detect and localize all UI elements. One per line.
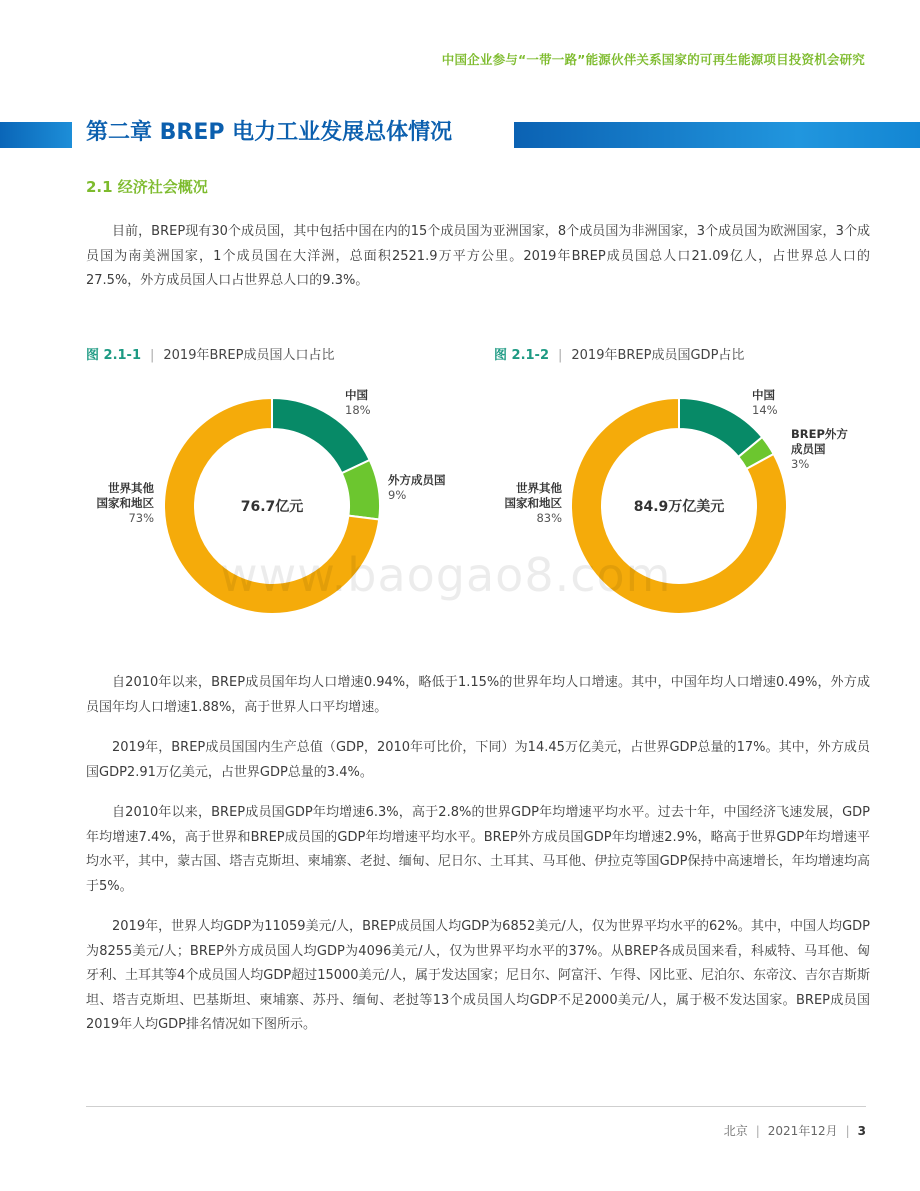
figure-1-title: 2019年BREP成员国人口占比 [163, 348, 335, 363]
chart-2-china-name: 中国 [752, 388, 775, 402]
chart-2-label-other [492, 481, 562, 526]
paragraph-1: 目前，BREP现有30个成员国，其中包括中国在内的15个成员国为亚洲国家，8个成员国为非洲国家，3个成员国为欧洲国家，3个成员国为南美洲国家，1个成员国在大洋洲，总面积2521.9万平方公里。2019年BREP成员国总人口21.09亿人，占世界总人口的27.5%，外方成员国人口占世界总人口的9.3%。 [86, 224, 870, 288]
chart-2-other-name-2: 国家和地区 [504, 496, 562, 510]
chart-1-other-pct: 73% [128, 511, 154, 525]
paragraph-3: 2019年，BREP成员国国内生产总值（GDP，2010年可比价，下同）为14.45万亿美元，占世界GDP总量的17%。其中，外方成员国GDP2.91万亿美元，占世界GDP总量的3.4%。 [86, 740, 870, 780]
chart-1-china-name: 中国 [345, 388, 368, 402]
header-title: 中国企业参与“一带一路”能源伙伴关系国家的可再生能源项目投资机会研究 [441, 52, 865, 67]
chart-1-center-label: 76.7亿元 [240, 499, 304, 515]
chapter-band [0, 118, 920, 148]
figure-1-caption: 图 2.1-1 | 2019年BREP成员国人口占比 [86, 348, 335, 363]
chart-1-other-name-2: 国家和地区 [96, 496, 154, 510]
footer-city: 北京 [723, 1124, 748, 1138]
chapter-title: 第二章 BREP 电力工业发展总体情况 [86, 120, 453, 145]
paragraph-4: 自2010年以来，BREP成员国GDP年均增速6.3%，高于2.8%的世界GDP年均增速平均水平。过去十年，中国经济飞速发展，GDP年均增速7.4%，高于世界和BREP成员国的GDP年均增速平均水平。BREP外方成员国GDP年均增速2.9%，略高于世界GDP年均增速平均水平，其中，蒙古国、塔吉克斯坦、柬埔寨、老挝、缅甸、尼日尔、土耳其、马耳他、伊拉克等国GDP保持中高速增长，年均增速均高于5%。 [86, 805, 870, 894]
band-left-decoration [0, 122, 72, 148]
chart-2-china-pct: 14% [752, 403, 778, 417]
chart-1-label-other [84, 481, 154, 526]
paragraph-5: 2019年，世界人均GDP为11059美元/人，BREP成员国人均GDP为6852美元/人，仅为世界平均水平的62%。其中，中国人均GDP为8255美元/人；BREP外方成员国人均GDP为4096美元/人，仅为世界平均水平的37%。从BREP各成员国来看，科威特、马耳他、匈牙利、土耳其等4个成员国人均GDP超过15000美元/人，属于发达国家；尼日尔、阿富汗、乍得、冈比亚、尼泊尔、东帝汶、吉尔吉斯斯坦、塔吉克斯坦、巴基斯坦、柬埔寨、苏丹、缅甸、老挝等13个成员国人均GDP不足2000美元/人，属于极不发达国家。BREP成员国2019年人均GDP排名情况如下图所示。 [86, 919, 870, 1032]
chart-2-other-pct: 83% [536, 511, 562, 525]
chart-1-label-foreign [388, 473, 446, 503]
chart-2-center-label: 84.9万亿美元 [633, 499, 725, 515]
band-right-decoration [514, 122, 920, 148]
chart-1-other-name-1: 世界其他 [108, 481, 154, 495]
chart-2-label-china [752, 388, 778, 418]
footer-divider [86, 1106, 866, 1107]
figure-2-caption: 图 2.1-2 | 2019年BREP成员国GDP占比 [494, 348, 745, 363]
chart-1-foreign-pct: 9% [388, 488, 407, 502]
paragraph-2: 自2010年以来，BREP成员国年均人口增速0.94%，略低于1.15%的世界年均人口增速。其中，中国年均人口增速0.49%，外方成员国年均人口增速1.88%，高于世界人口平均增速。 [86, 675, 870, 715]
chart-1-foreign-name: 外方成员国 [388, 473, 446, 487]
chart-2-label-foreign [791, 427, 848, 472]
footer: 北京 | 2021年12月 | 3 [723, 1124, 866, 1138]
figure-2-number: 图 2.1-2 [494, 348, 549, 363]
footer-date: 2021年12月 [767, 1124, 838, 1138]
figure-1-number: 图 2.1-1 [86, 348, 141, 363]
chart-2-foreign-name-1: BREP外方 [791, 427, 848, 441]
page-number: 3 [857, 1124, 866, 1138]
chart-2-other-name-1: 世界其他 [516, 481, 562, 495]
chart-1-label-china [345, 388, 371, 418]
chart-1-china-pct: 18% [345, 403, 371, 417]
chart-2-foreign-pct: 3% [791, 457, 810, 471]
section-title: 2.1 经济社会概况 [86, 178, 208, 196]
watermark: www.baogao8.com [220, 548, 672, 602]
figure-2-title: 2019年BREP成员国GDP占比 [571, 348, 745, 363]
chart-2-foreign-name-2: 成员国 [791, 442, 826, 456]
